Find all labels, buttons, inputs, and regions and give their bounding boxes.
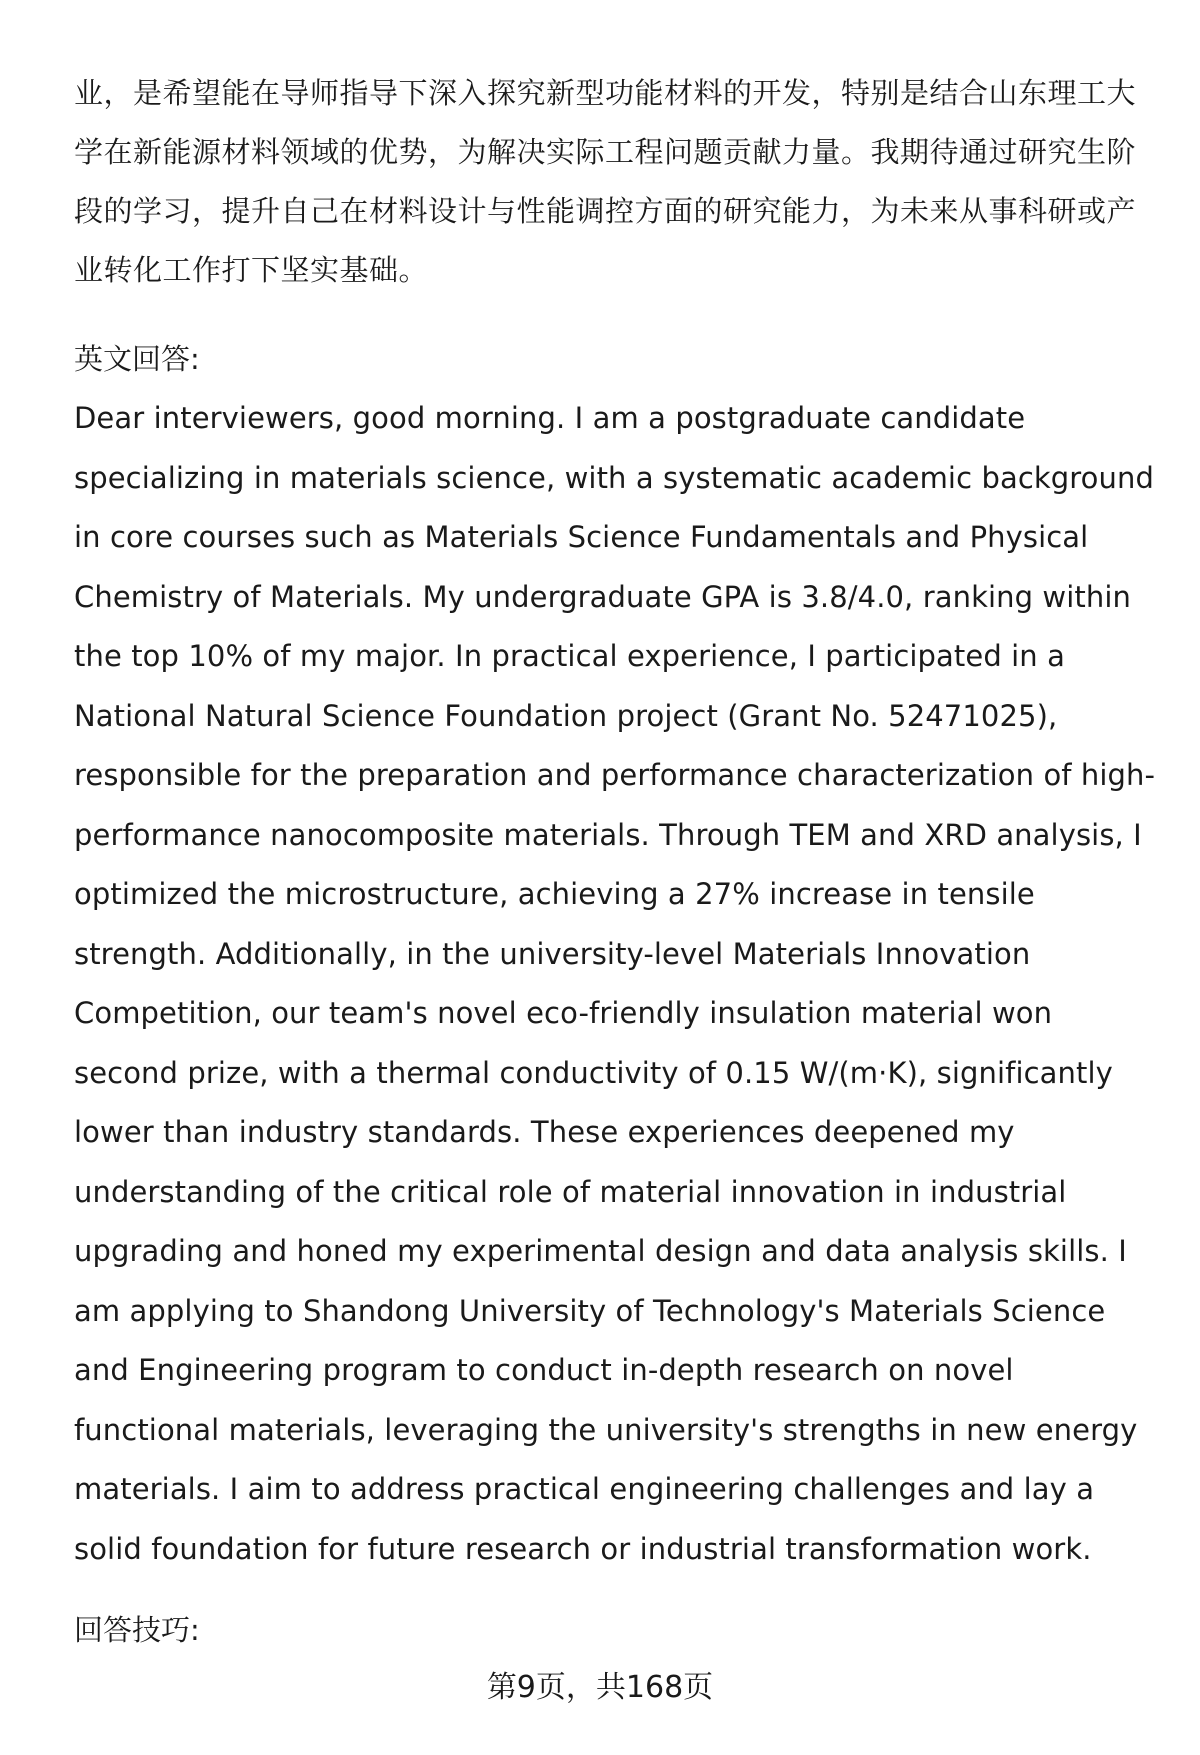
- page-content: [74, 64, 1164, 1660]
- chinese-answer-paragraph: 业，是希望能在导师指导下深入探究新型功能材料的开发，特别是结合山东理工大学在新能源材料领域的优势，为解决实际工程问题贡献力量。我期待通过研究生阶段的学习，提升自己在材料设计与性能调控方面的研究能力，为未来从事科研或产业转化工作打下坚实基础。: [74, 76, 1137, 287]
- answer-tips-label: 回答技巧:: [74, 1613, 200, 1647]
- english-answer-paragraph: Dear interviewers, good morning. I am a postgraduate candidate specializing in materials science, with a systematic academic background in core courses such as Materials Science Fundamentals and Physical Chemistry of Materials. My undergraduate GPA is 3.8/4.0, ranking within the top 10% of my major. In practical experience, I participated in a National Natural Science Foundation project (Grant No. 52471025), responsible for the preparation and performance characterization of high-performance nanocomposite materials. Through TEM and XRD analysis, I optimized the microstructure, achieving a 27% increase in tensile strength. Additionally, in the university-level Materials Innovation Competition, our team's novel eco-friendly insulation material won second prize, with a thermal conductivity of 0.15 W/(m·K), significantly lower than industry standards. These experiences deepened my understanding of the critical role of material innovation in industrial upgrading and honed my experimental design and data analysis skills. I am applying to Shandong University of Technology's Materials Science and Engineering program to conduct in-depth research on novel functional materials, leveraging the university's strengths in new energy materials. I aim to address practical engineering challenges and lay a solid foundation for future research or industrial transformation work.: [74, 401, 1156, 1566]
- page-number-footer: 第9页，共168页: [486, 1670, 714, 1705]
- english-answer-label: 英文回答:: [74, 342, 200, 376]
